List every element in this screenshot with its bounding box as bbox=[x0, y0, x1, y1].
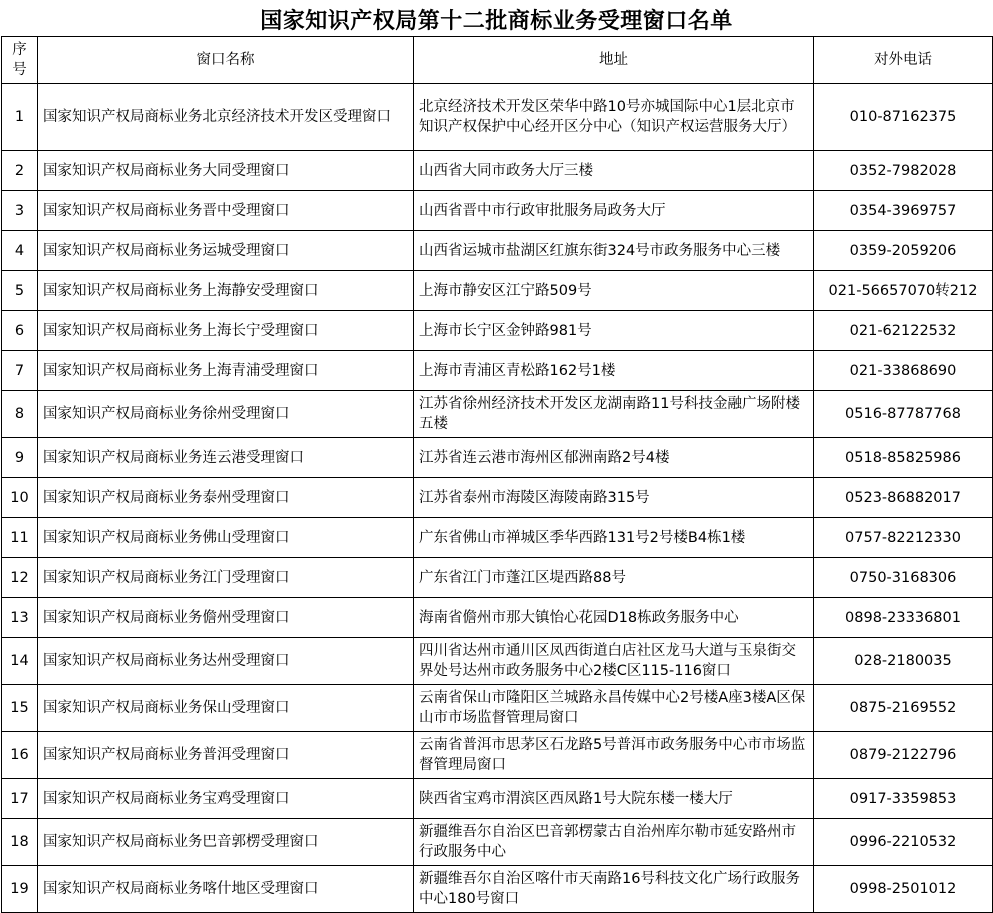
cell-phone: 0998-2501012 bbox=[814, 866, 993, 913]
cell-window-name: 国家知识产权局商标业务大同受理窗口 bbox=[38, 151, 414, 191]
acceptance-window-table bbox=[1, 36, 993, 913]
cell-phone: 0359-2059206 bbox=[814, 231, 993, 271]
cell-sequence: 6 bbox=[2, 311, 38, 351]
table-row bbox=[2, 518, 993, 558]
cell-address: 陕西省宝鸡市渭滨区西凤路1号大院东楼一楼大厅 bbox=[414, 779, 814, 819]
cell-address: 海南省儋州市那大镇怡心花园D18栋政务服务中心 bbox=[414, 598, 814, 638]
cell-phone: 021-56657070转212 bbox=[814, 271, 993, 311]
cell-window-name: 国家知识产权局商标业务运城受理窗口 bbox=[38, 231, 414, 271]
cell-window-name: 国家知识产权局商标业务连云港受理窗口 bbox=[38, 438, 414, 478]
cell-address: 上海市静安区江宁路509号 bbox=[414, 271, 814, 311]
cell-address: 江苏省泰州市海陵区海陵南路315号 bbox=[414, 478, 814, 518]
table-row bbox=[2, 638, 993, 685]
table-row bbox=[2, 779, 993, 819]
cell-sequence: 12 bbox=[2, 558, 38, 598]
cell-address: 云南省普洱市思茅区石龙路5号普洱市政务服务中心市市场监督管理局窗口 bbox=[414, 732, 814, 779]
table-header bbox=[2, 37, 993, 84]
cell-address: 四川省达州市通川区凤西街道白店社区龙马大道与玉泉街交界处号达州市政务服务中心2楼C区115-116窗口 bbox=[414, 638, 814, 685]
cell-address: 广东省佛山市禅城区季华西路131号2号楼B4栋1楼 bbox=[414, 518, 814, 558]
cell-address: 江苏省徐州经济技术开发区龙湖南路11号科技金融广场附楼五楼 bbox=[414, 391, 814, 438]
cell-address: 山西省大同市政务大厅三楼 bbox=[414, 151, 814, 191]
cell-window-name: 国家知识产权局商标业务佛山受理窗口 bbox=[38, 518, 414, 558]
cell-sequence: 2 bbox=[2, 151, 38, 191]
table-row bbox=[2, 151, 993, 191]
cell-phone: 0757-82212330 bbox=[814, 518, 993, 558]
cell-sequence: 7 bbox=[2, 351, 38, 391]
cell-sequence: 9 bbox=[2, 438, 38, 478]
table-row bbox=[2, 391, 993, 438]
cell-address: 云南省保山市隆阳区兰城路永昌传媒中心2号楼A座3楼A区保山市市场监督管理局窗口 bbox=[414, 685, 814, 732]
cell-window-name: 国家知识产权局商标业务达州受理窗口 bbox=[38, 638, 414, 685]
cell-phone: 0352-7982028 bbox=[814, 151, 993, 191]
column-header-phone: 对外电话 bbox=[814, 37, 993, 84]
table-row bbox=[2, 478, 993, 518]
table-row bbox=[2, 558, 993, 598]
cell-sequence: 4 bbox=[2, 231, 38, 271]
cell-window-name: 国家知识产权局商标业务徐州受理窗口 bbox=[38, 391, 414, 438]
cell-phone: 010-87162375 bbox=[814, 84, 993, 151]
cell-address: 北京经济技术开发区荣华中路10号亦城国际中心1层北京市知识产权保护中心经开区分中心（知识产权运营服务大厅） bbox=[414, 84, 814, 151]
table-row bbox=[2, 819, 993, 866]
table-row bbox=[2, 866, 993, 913]
table-row bbox=[2, 351, 993, 391]
cell-sequence: 3 bbox=[2, 191, 38, 231]
cell-phone: 0898-23336801 bbox=[814, 598, 993, 638]
cell-sequence: 19 bbox=[2, 866, 38, 913]
table-row bbox=[2, 191, 993, 231]
cell-window-name: 国家知识产权局商标业务江门受理窗口 bbox=[38, 558, 414, 598]
cell-phone: 021-33868690 bbox=[814, 351, 993, 391]
cell-window-name: 国家知识产权局商标业务保山受理窗口 bbox=[38, 685, 414, 732]
cell-window-name: 国家知识产权局商标业务普洱受理窗口 bbox=[38, 732, 414, 779]
cell-phone: 0875-2169552 bbox=[814, 685, 993, 732]
cell-window-name: 国家知识产权局商标业务喀什地区受理窗口 bbox=[38, 866, 414, 913]
cell-address: 广东省江门市蓬江区堤西路88号 bbox=[414, 558, 814, 598]
table-row bbox=[2, 231, 993, 271]
cell-sequence: 13 bbox=[2, 598, 38, 638]
cell-sequence: 1 bbox=[2, 84, 38, 151]
cell-sequence: 11 bbox=[2, 518, 38, 558]
table-row bbox=[2, 438, 993, 478]
table-row bbox=[2, 598, 993, 638]
cell-window-name: 国家知识产权局商标业务宝鸡受理窗口 bbox=[38, 779, 414, 819]
cell-phone: 0516-87787768 bbox=[814, 391, 993, 438]
cell-phone: 0750-3168306 bbox=[814, 558, 993, 598]
table-row bbox=[2, 271, 993, 311]
table-header-row bbox=[2, 37, 993, 84]
cell-window-name: 国家知识产权局商标业务晋中受理窗口 bbox=[38, 191, 414, 231]
cell-window-name: 国家知识产权局商标业务上海长宁受理窗口 bbox=[38, 311, 414, 351]
cell-sequence: 18 bbox=[2, 819, 38, 866]
cell-phone: 0518-85825986 bbox=[814, 438, 993, 478]
cell-sequence: 16 bbox=[2, 732, 38, 779]
column-header-address: 地址 bbox=[414, 37, 814, 84]
table-row bbox=[2, 84, 993, 151]
cell-sequence: 14 bbox=[2, 638, 38, 685]
cell-address: 新疆维吾尔自治区喀什市天南路16号科技文化广场行政服务中心180号窗口 bbox=[414, 866, 814, 913]
cell-address: 上海市青浦区青松路162号1楼 bbox=[414, 351, 814, 391]
table-row bbox=[2, 311, 993, 351]
cell-window-name: 国家知识产权局商标业务儋州受理窗口 bbox=[38, 598, 414, 638]
cell-phone: 021-62122532 bbox=[814, 311, 993, 351]
table-row bbox=[2, 732, 993, 779]
cell-address: 山西省晋中市行政审批服务局政务大厅 bbox=[414, 191, 814, 231]
cell-address: 上海市长宁区金钟路981号 bbox=[414, 311, 814, 351]
cell-address: 新疆维吾尔自治区巴音郭楞蒙古自治州库尔勒市延安路州市行政服务中心 bbox=[414, 819, 814, 866]
cell-sequence: 17 bbox=[2, 779, 38, 819]
cell-address: 江苏省连云港市海州区郁洲南路2号4楼 bbox=[414, 438, 814, 478]
cell-window-name: 国家知识产权局商标业务上海静安受理窗口 bbox=[38, 271, 414, 311]
cell-phone: 0917-3359853 bbox=[814, 779, 993, 819]
cell-address: 山西省运城市盐湖区红旗东街324号市政务服务中心三楼 bbox=[414, 231, 814, 271]
cell-window-name: 国家知识产权局商标业务泰州受理窗口 bbox=[38, 478, 414, 518]
cell-phone: 0879-2122796 bbox=[814, 732, 993, 779]
cell-window-name: 国家知识产权局商标业务巴音郭楞受理窗口 bbox=[38, 819, 414, 866]
page-title: 国家知识产权局第十二批商标业务受理窗口名单 bbox=[260, 9, 733, 34]
cell-phone: 0354-3969757 bbox=[814, 191, 993, 231]
table-body bbox=[2, 84, 993, 913]
cell-phone: 0996-2210532 bbox=[814, 819, 993, 866]
cell-phone: 028-2180035 bbox=[814, 638, 993, 685]
column-header-sequence: 序号 bbox=[2, 37, 38, 84]
cell-window-name: 国家知识产权局商标业务北京经济技术开发区受理窗口 bbox=[38, 84, 414, 151]
column-header-window-name: 窗口名称 bbox=[38, 37, 414, 84]
cell-sequence: 5 bbox=[2, 271, 38, 311]
cell-sequence: 15 bbox=[2, 685, 38, 732]
cell-sequence: 8 bbox=[2, 391, 38, 438]
cell-window-name: 国家知识产权局商标业务上海青浦受理窗口 bbox=[38, 351, 414, 391]
table-row bbox=[2, 685, 993, 732]
cell-phone: 0523-86882017 bbox=[814, 478, 993, 518]
cell-sequence: 10 bbox=[2, 478, 38, 518]
